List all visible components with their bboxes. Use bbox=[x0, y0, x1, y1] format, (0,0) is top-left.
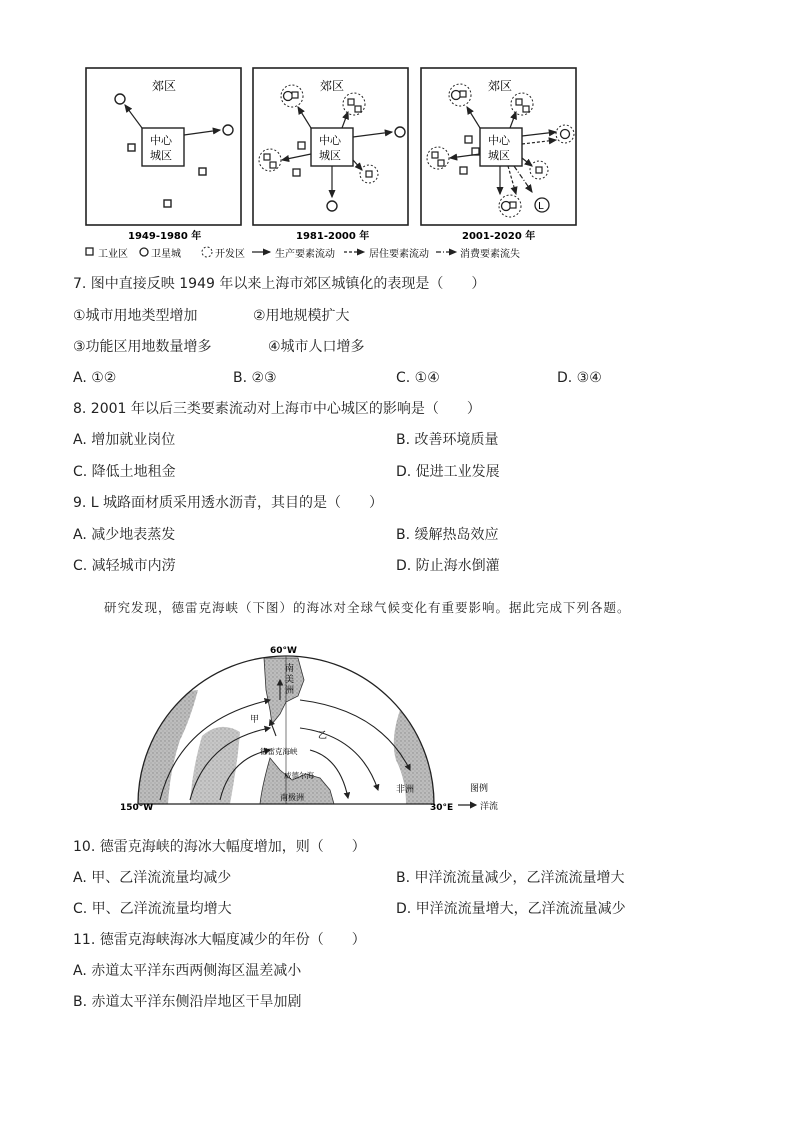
q7-option-c: C. ①④ bbox=[396, 370, 440, 386]
q10-option-d: D. 甲洋流流量增大，乙洋流流量减少 bbox=[396, 901, 626, 917]
legend-production: 生产要素流动 bbox=[275, 249, 335, 260]
q9-option-c: C. 减轻城市内涝 bbox=[73, 558, 176, 574]
central-city-label-2: 城区 bbox=[150, 149, 172, 162]
q7-option-a: A. ①② bbox=[73, 370, 117, 386]
industrial-zone-icon bbox=[164, 200, 171, 207]
q10-option-a: A. 甲、乙洋流流量均减少 bbox=[73, 870, 232, 886]
legend-industrial-icon bbox=[86, 248, 93, 255]
legend-satellite-icon bbox=[140, 248, 148, 256]
q9-stem: 9. L 城路面材质采用透水沥青，其目的是（ ） bbox=[73, 495, 384, 511]
legend-residence: 居住要素流动 bbox=[369, 249, 429, 260]
q9-option-a: A. 减少地表蒸发 bbox=[73, 527, 176, 543]
current-yi-label: 乙 bbox=[318, 731, 328, 741]
passage-intro: 研究发现，德雷克海峡（下图）的海冰对全球气候变化有重要影响。据此完成下列各题。 bbox=[104, 600, 631, 615]
central-city-label-1: 中心 bbox=[150, 134, 172, 147]
l-city-label: L bbox=[538, 201, 544, 212]
current-jia-label: 甲 bbox=[250, 715, 260, 725]
q7-item-2: ②用地规模扩大 bbox=[253, 308, 350, 324]
lon-150w: 150°W bbox=[120, 803, 154, 813]
q10-option-c: C. 甲、乙洋流流量均增大 bbox=[73, 901, 232, 917]
industrial-zone-icon bbox=[199, 168, 206, 175]
q8-option-b: B. 改善环境质量 bbox=[396, 432, 499, 448]
weddell-sea-label: 威德尔海 bbox=[284, 771, 314, 780]
q8-stem: 8. 2001 年以后三类要素流动对上海市中心城区的影响是（ ） bbox=[73, 401, 481, 417]
central-city-label-1: 中心 bbox=[488, 134, 510, 147]
panel-2-period: 1981-2000 年 bbox=[296, 231, 370, 242]
legend-consumption: 消费要素流失 bbox=[460, 249, 520, 260]
q7-option-d: D. ③④ bbox=[557, 370, 602, 386]
industrial-zone-icon bbox=[460, 167, 467, 174]
q10-stem: 10. 德雷克海峡的海冰大幅度增加，则（ ） bbox=[73, 839, 366, 855]
industrial-zone-icon bbox=[128, 144, 135, 151]
satellite-city-icon bbox=[561, 130, 570, 139]
q9-option-b: B. 缓解热岛效应 bbox=[396, 527, 499, 543]
lon-60w: 60°W bbox=[270, 646, 297, 656]
central-city-label-2: 城区 bbox=[319, 149, 341, 162]
central-city-label-1: 中心 bbox=[319, 134, 341, 147]
satellite-city-icon bbox=[327, 201, 337, 211]
legend-title: 图例 bbox=[470, 784, 489, 794]
south-america-label-2: 美 bbox=[285, 675, 295, 685]
panel-1-title: 郊区 bbox=[152, 79, 177, 93]
panel-3-title: 郊区 bbox=[488, 79, 513, 93]
south-america-label-1: 南 bbox=[285, 664, 295, 674]
q7-item-4: ④城市人口增多 bbox=[268, 339, 365, 355]
q11-option-b: B. 赤道太平洋东侧沿岸地区干旱加剧 bbox=[73, 994, 302, 1010]
q11-option-a: A. 赤道太平洋东西两侧海区温差减小 bbox=[73, 963, 302, 979]
q7-stem: 7. 图中直接反映 1949 年以来上海市郊区城镇化的表现是（ ） bbox=[73, 276, 486, 292]
panel-2-title: 郊区 bbox=[320, 79, 345, 93]
industrial-zone-icon bbox=[465, 136, 472, 143]
q7-item-3: ③功能区用地数量增多 bbox=[73, 339, 212, 355]
south-america-label-3: 洲 bbox=[285, 686, 295, 696]
satellite-city-icon bbox=[223, 125, 233, 135]
industrial-zone-icon bbox=[293, 169, 300, 176]
q7-option-b: B. ②③ bbox=[233, 370, 277, 386]
lon-30e: 30°E bbox=[430, 803, 454, 813]
industrial-zone-icon bbox=[298, 142, 305, 149]
q8-option-d: D. 促进工业发展 bbox=[396, 464, 500, 480]
panel-1-period: 1949-1980 年 bbox=[128, 231, 202, 242]
antarctica-label: 南极洲 bbox=[280, 793, 304, 802]
urbanization-figure bbox=[80, 62, 600, 262]
legend-satellite: 卫星城 bbox=[151, 249, 181, 260]
q11-stem: 11. 德雷克海峡海冰大幅度减少的年份（ ） bbox=[73, 932, 366, 948]
central-city-label-2: 城区 bbox=[488, 149, 510, 162]
q8-option-a: A. 增加就业岗位 bbox=[73, 432, 176, 448]
drake-passage-label: 德雷克海峡 bbox=[260, 747, 298, 756]
legend-current: 洋流 bbox=[480, 802, 499, 812]
q8-option-c: C. 降低土地租金 bbox=[73, 464, 176, 480]
satellite-city-icon bbox=[115, 94, 125, 104]
panel-3-period: 2001-2020 年 bbox=[462, 231, 536, 242]
q7-item-1: ①城市用地类型增加 bbox=[73, 308, 198, 324]
legend-industrial: 工业区 bbox=[98, 249, 128, 260]
drake-passage-map bbox=[120, 640, 520, 820]
q9-option-d: D. 防止海水倒灌 bbox=[396, 558, 500, 574]
satellite-city-icon bbox=[502, 202, 511, 211]
satellite-city-icon bbox=[395, 127, 405, 137]
q10-option-b: B. 甲洋流流量减少，乙洋流流量增大 bbox=[396, 870, 625, 886]
legend-dev-zone: 开发区 bbox=[215, 249, 245, 260]
legend-dev-zone-icon bbox=[202, 247, 212, 257]
africa-label: 非洲 bbox=[396, 785, 415, 795]
